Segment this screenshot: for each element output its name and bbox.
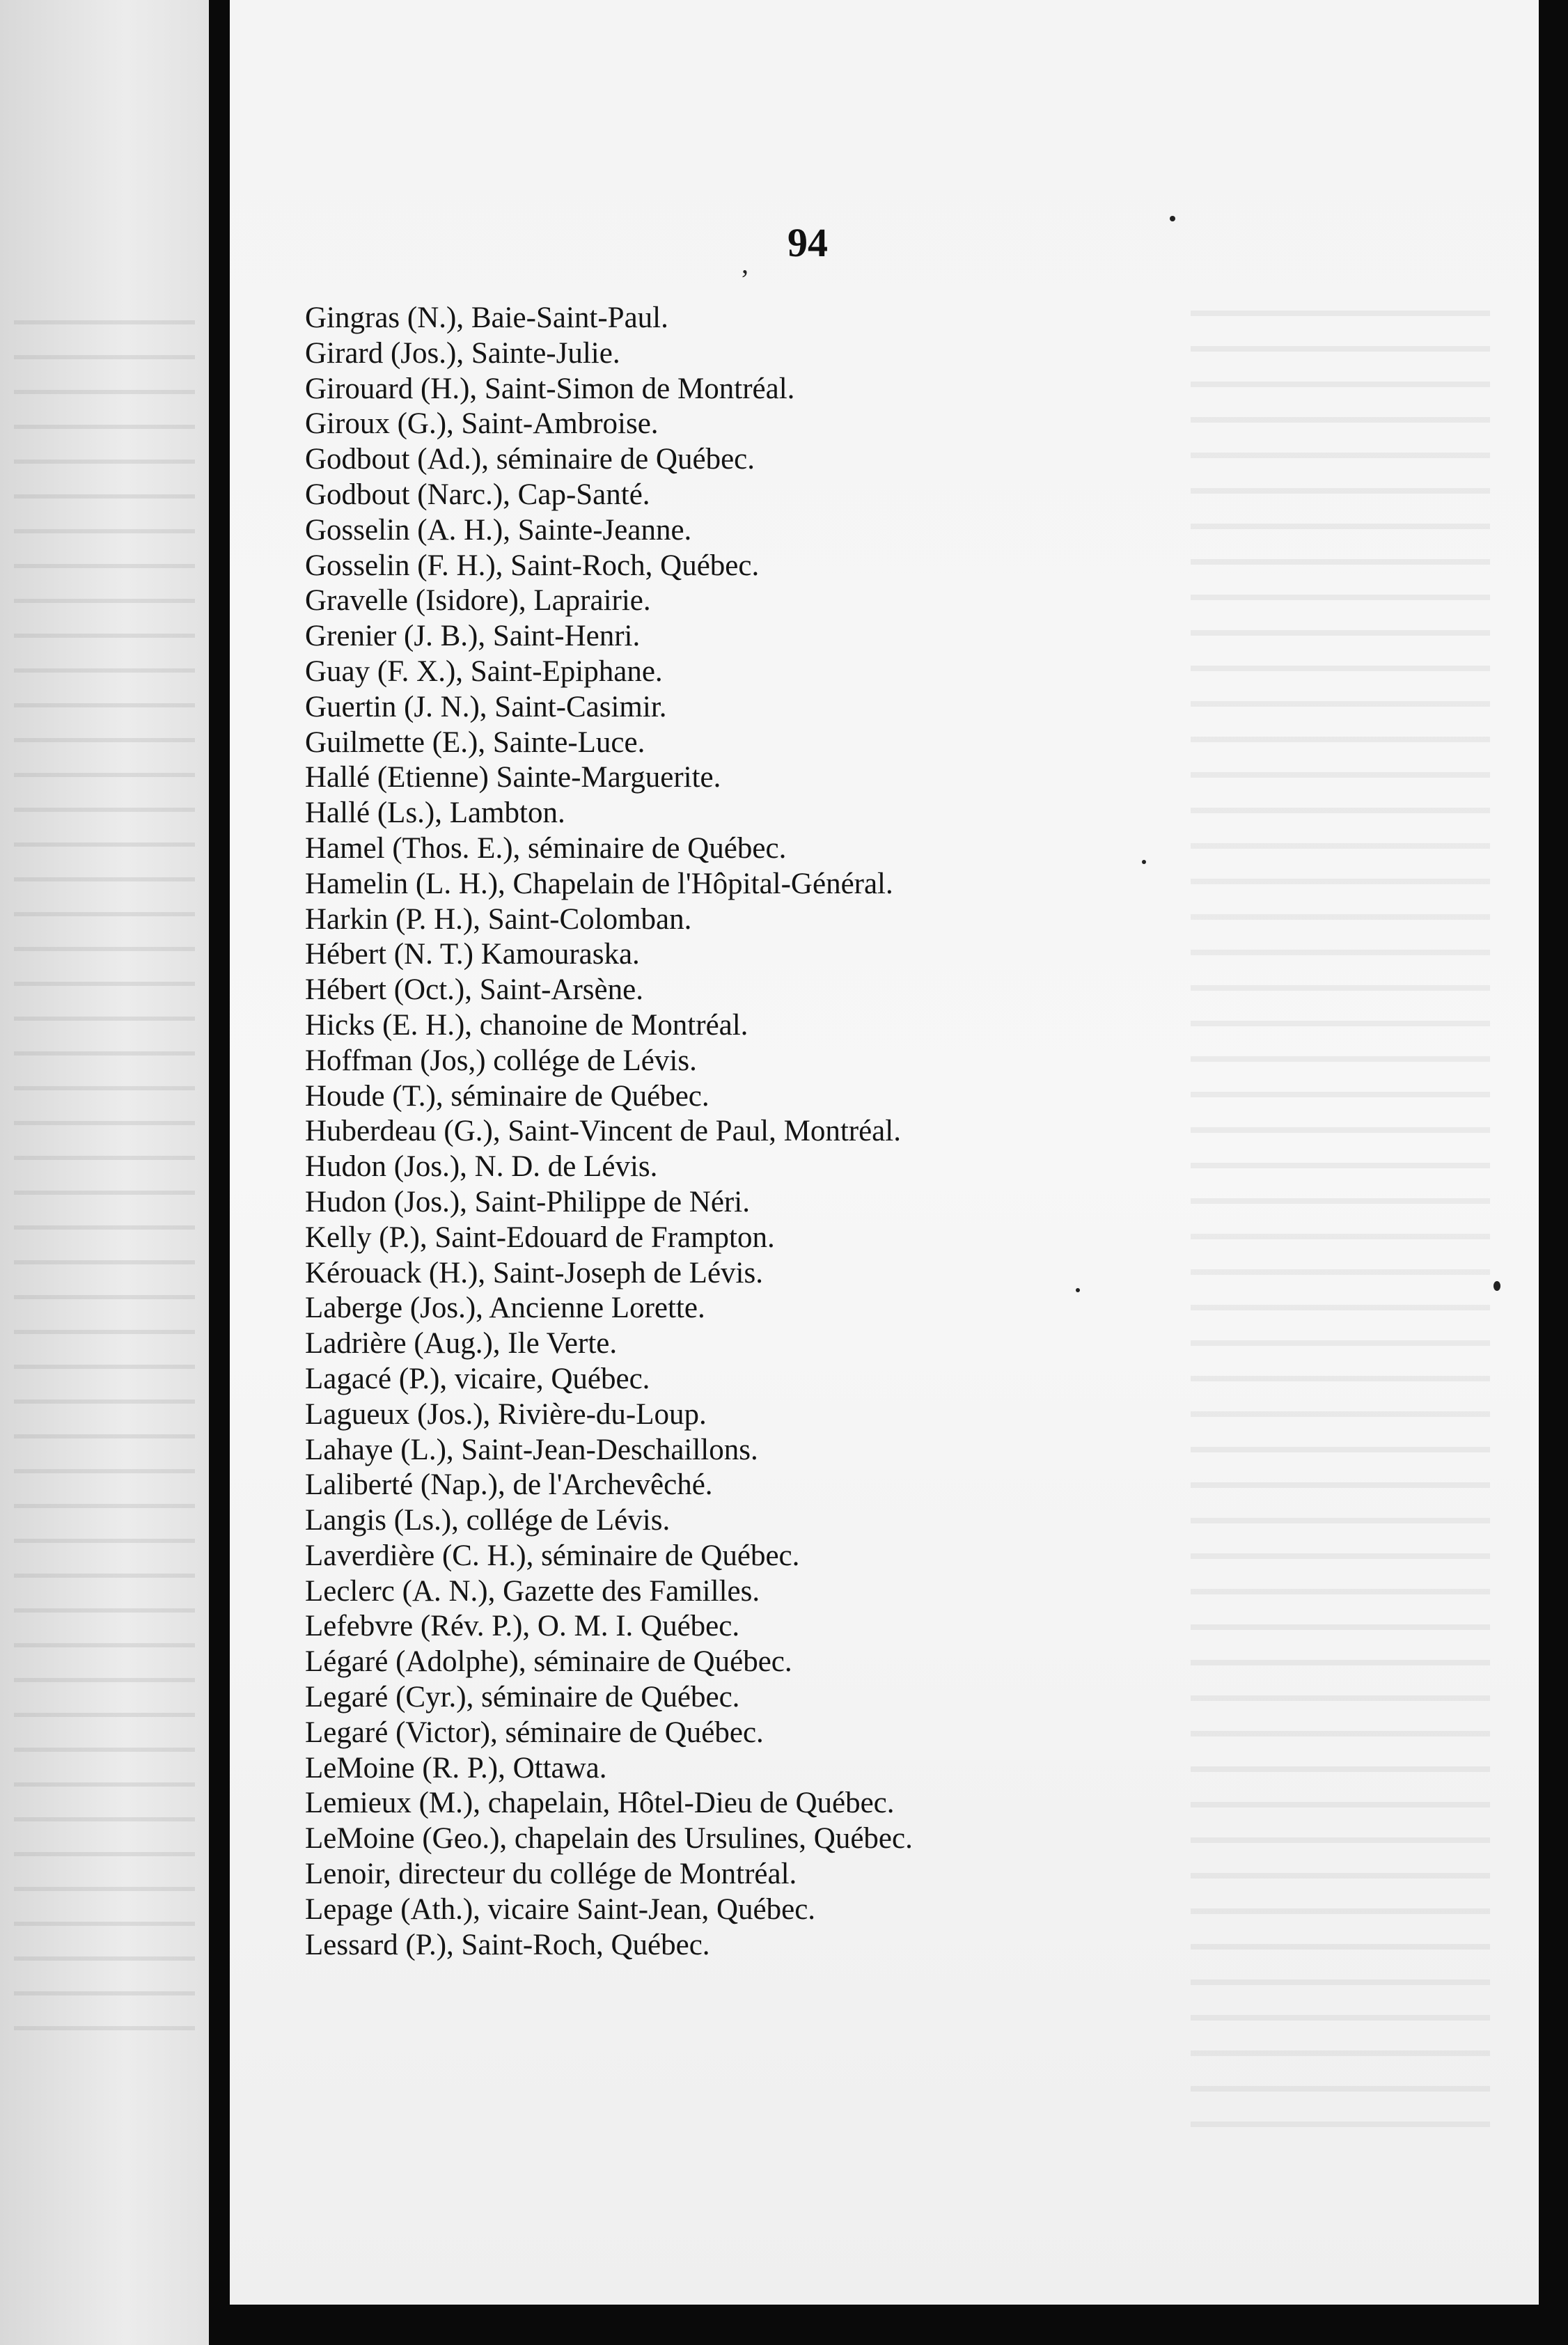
directory-entry: Guilmette (E.), Sainte-Luce. (305, 726, 645, 759)
bleed-through-text (1191, 292, 1490, 2138)
directory-entry: Huberdeau (G.), Saint-Vincent de Paul, Montréal. (305, 1115, 901, 1148)
directory-entry: LeMoine (R. P.), Ottawa. (305, 1751, 607, 1785)
ink-speck (1076, 1288, 1080, 1292)
ink-speck (1142, 860, 1146, 864)
directory-entry: Guertin (J. N.), Saint-Casimir. (305, 690, 667, 723)
directory-entry: Hébert (N. T.) Kamouraska. (305, 938, 640, 971)
directory-entry: Lepage (Ath.), vicaire Saint-Jean, Québec. (305, 1892, 816, 1926)
directory-entry: Gosselin (F. H.), Saint-Roch, Québec. (305, 549, 760, 582)
directory-entry: Hallé (Ls.), Lambton. (305, 797, 565, 830)
directory-entry: Hudon (Jos.), N. D. de Lévis. (305, 1150, 658, 1184)
directory-entry: Harkin (P. H.), Saint-Colomban. (305, 902, 692, 936)
left-page-bleed-through (14, 299, 195, 2040)
directory-entry: Laverdière (C. H.), séminaire de Québec. (305, 1539, 800, 1572)
directory-entry: Hudon (Jos.), Saint-Philippe de Néri. (305, 1185, 750, 1218)
directory-entry: Gingras (N.), Baie-Saint-Paul. (305, 301, 668, 334)
directory-entry: Girouard (H.), Saint-Simon de Montréal. (305, 372, 795, 405)
directory-entry: Lefebvre (Rév. P.), O. M. I. Québec. (305, 1610, 740, 1643)
directory-entry: Laliberté (Nap.), de l'Archevêché. (305, 1468, 713, 1502)
directory-entry: Lagueux (Jos.), Rivière-du-Loup. (305, 1397, 707, 1431)
directory-entry: LeMoine (Geo.), chapelain des Ursulines, Québec. (305, 1822, 913, 1856)
directory-entry: Legaré (Victor), séminaire de Québec. (305, 1716, 764, 1749)
left-page-edge (0, 0, 209, 2345)
directory-entry: Grenier (J. B.), Saint-Henri. (305, 620, 641, 653)
directory-entry: Guay (F. X.), Saint-Epiphane. (305, 654, 663, 688)
ink-speck: , (742, 248, 748, 279)
directory-entry: Lenoir, directeur du collége de Montréal. (305, 1858, 797, 1891)
directory-entry: Leclerc (A. N.), Gazette des Familles. (305, 1574, 760, 1608)
directory-entry: Hamel (Thos. E.), séminaire de Québec. (305, 831, 787, 865)
ink-speck (1170, 216, 1175, 221)
directory-entry: Hébert (Oct.), Saint-Arsène. (305, 973, 643, 1007)
right-page-edge (1539, 0, 1568, 2345)
directory-entry: Hoffman (Jos,) collége de Lévis. (305, 1044, 697, 1077)
directory-entry: Godbout (Ad.), séminaire de Québec. (305, 443, 755, 476)
directory-entry: Légaré (Adolphe), séminaire de Québec. (305, 1645, 792, 1679)
directory-entry: Girard (Jos.), Sainte-Julie. (305, 336, 620, 370)
book-gutter (209, 0, 230, 2345)
directory-entry: Hallé (Etienne) Sainte-Marguerite. (305, 761, 721, 794)
directory-entry: Hamelin (L. H.), Chapelain de l'Hôpital-Général. (305, 867, 893, 900)
directory-entry: Godbout (Narc.), Cap-Santé. (305, 478, 650, 511)
directory-entry: Langis (Ls.), collége de Lévis. (305, 1504, 671, 1537)
directory-entry: Lessard (P.), Saint-Roch, Québec. (305, 1928, 710, 1961)
directory-entry: Laberge (Jos.), Ancienne Lorette. (305, 1292, 705, 1325)
clergy-directory-list (305, 301, 913, 1963)
directory-entry: Kelly (P.), Saint-Edouard de Frampton. (305, 1221, 775, 1254)
directory-entry: Kérouack (H.), Saint-Joseph de Lévis. (305, 1256, 763, 1289)
directory-entry: Lahaye (L.), Saint-Jean-Deschaillons. (305, 1433, 758, 1466)
directory-entry: Houde (T.), séminaire de Québec. (305, 1079, 709, 1113)
directory-entry: Giroux (G.), Saint-Ambroise. (305, 407, 659, 441)
directory-entry: Gosselin (A. H.), Sainte-Jeanne. (305, 513, 692, 547)
directory-entry: Hicks (E. H.), chanoine de Montréal. (305, 1008, 748, 1042)
directory-entry: Lagacé (P.), vicaire, Québec. (305, 1362, 650, 1395)
directory-entry: Ladrière (Aug.), Ile Verte. (305, 1327, 618, 1360)
ink-speck (1493, 1281, 1500, 1291)
directory-entry: Legaré (Cyr.), séminaire de Québec. (305, 1681, 740, 1714)
page-number: 94 (787, 220, 828, 265)
directory-entry: Gravelle (Isidore), Laprairie. (305, 584, 651, 618)
directory-entry: Lemieux (M.), chapelain, Hôtel-Dieu de Québec. (305, 1787, 895, 1820)
